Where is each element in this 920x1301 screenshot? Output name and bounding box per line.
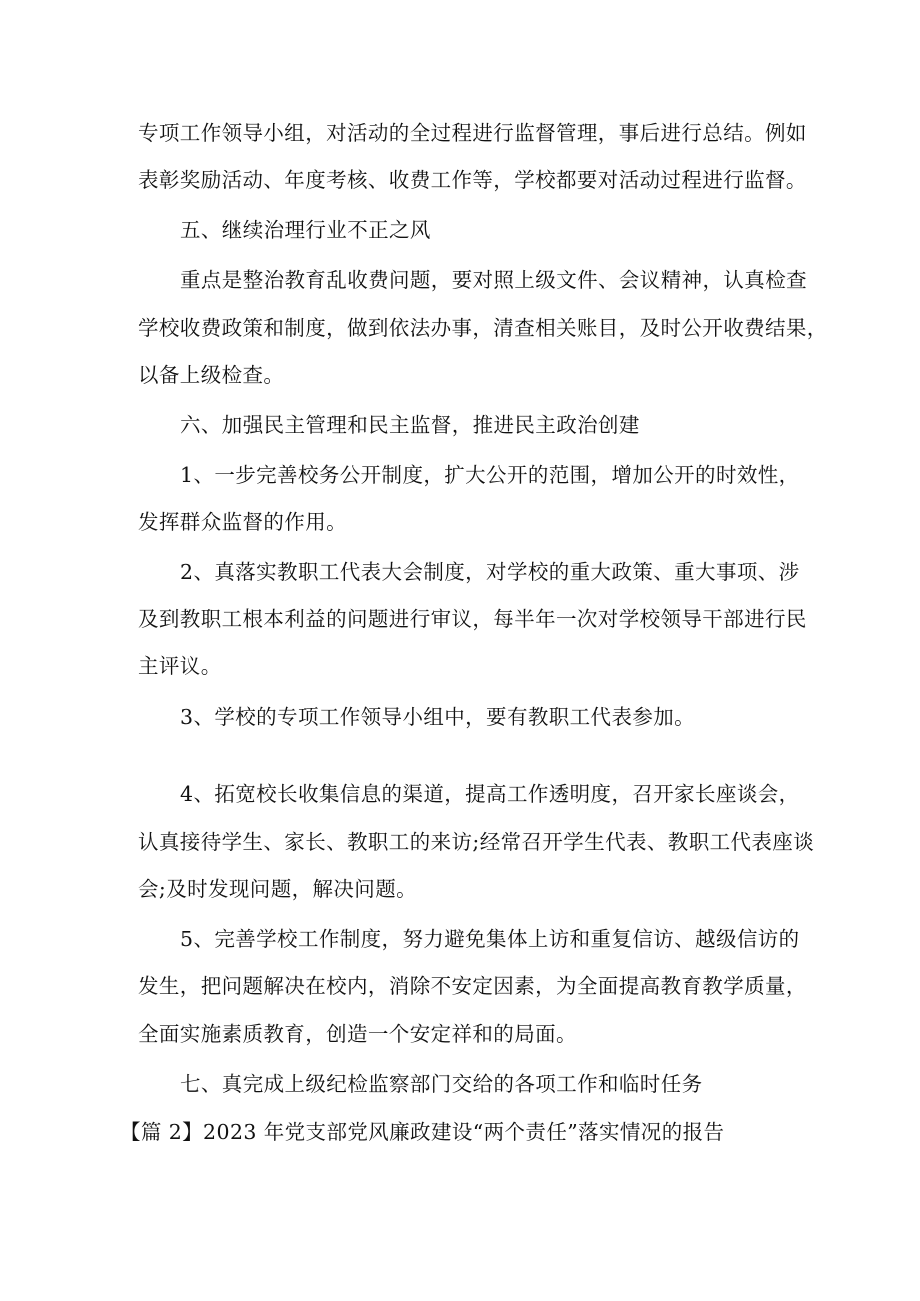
list-item: 2、真落实教职工代表大会制度，对学校的重大政策、重大事项、涉 [180,560,800,584]
body-line: 专项工作领导小组，对活动的全过程进行监督管理，事后进行总结。例如 [138,121,807,145]
body-line: 发生，把问题解决在校内，消除不安定因素，为全面提高教育教学质量， [138,974,807,998]
article-title: 【篇 2】2023 年党支部党风廉政建设“两个责任”落实情况的报告 [120,1120,725,1144]
body-line: 以备上级检查。 [138,363,285,387]
list-item: 4、拓宽校长收集信息的渠道，提高工作透明度，召开家长座谈会， [180,782,800,806]
body-line: 认真接待学生、家长、教职工的来访;经常召开学生代表、教职工代表座谈 [138,830,815,854]
list-item: 5、完善学校工作制度，努力避免集体上访和重复信访、越级信访的 [180,927,800,951]
section-heading: 五、继续治理行业不正之风 [180,218,431,242]
list-item: 1、一步完善校务公开制度，扩大公开的范围，增加公开的时效性， [180,463,800,487]
body-line: 全面实施素质教育，创造一个安定祥和的局面。 [138,1022,577,1046]
body-line: 表彰奖励活动、年度考核、收费工作等，学校都要对活动过程进行监督。 [138,168,807,192]
body-line: 会;及时发现问题，解决问题。 [138,877,418,901]
section-heading: 七、真完成上级纪检监察部门交给的各项工作和临时任务 [180,1072,703,1096]
section-heading: 六、加强民主管理和民主监督，推进民主政治创建 [180,413,640,437]
body-line: 发挥群众监督的作用。 [138,510,347,534]
list-item: 3、学校的专项工作领导小组中，要有教职工代表参加。 [180,705,696,729]
body-line: 主评议。 [138,654,222,678]
body-line: 学校收费政策和制度，做到依法办事，清查相关账目，及时公开收费结果， [138,316,828,340]
body-line: 重点是整治教育乱收费问题，要对照上级文件、会议精神，认真检查 [180,268,807,292]
body-line: 及到教职工根本利益的问题进行审议，每半年一次对学校领导干部进行民 [138,607,807,631]
